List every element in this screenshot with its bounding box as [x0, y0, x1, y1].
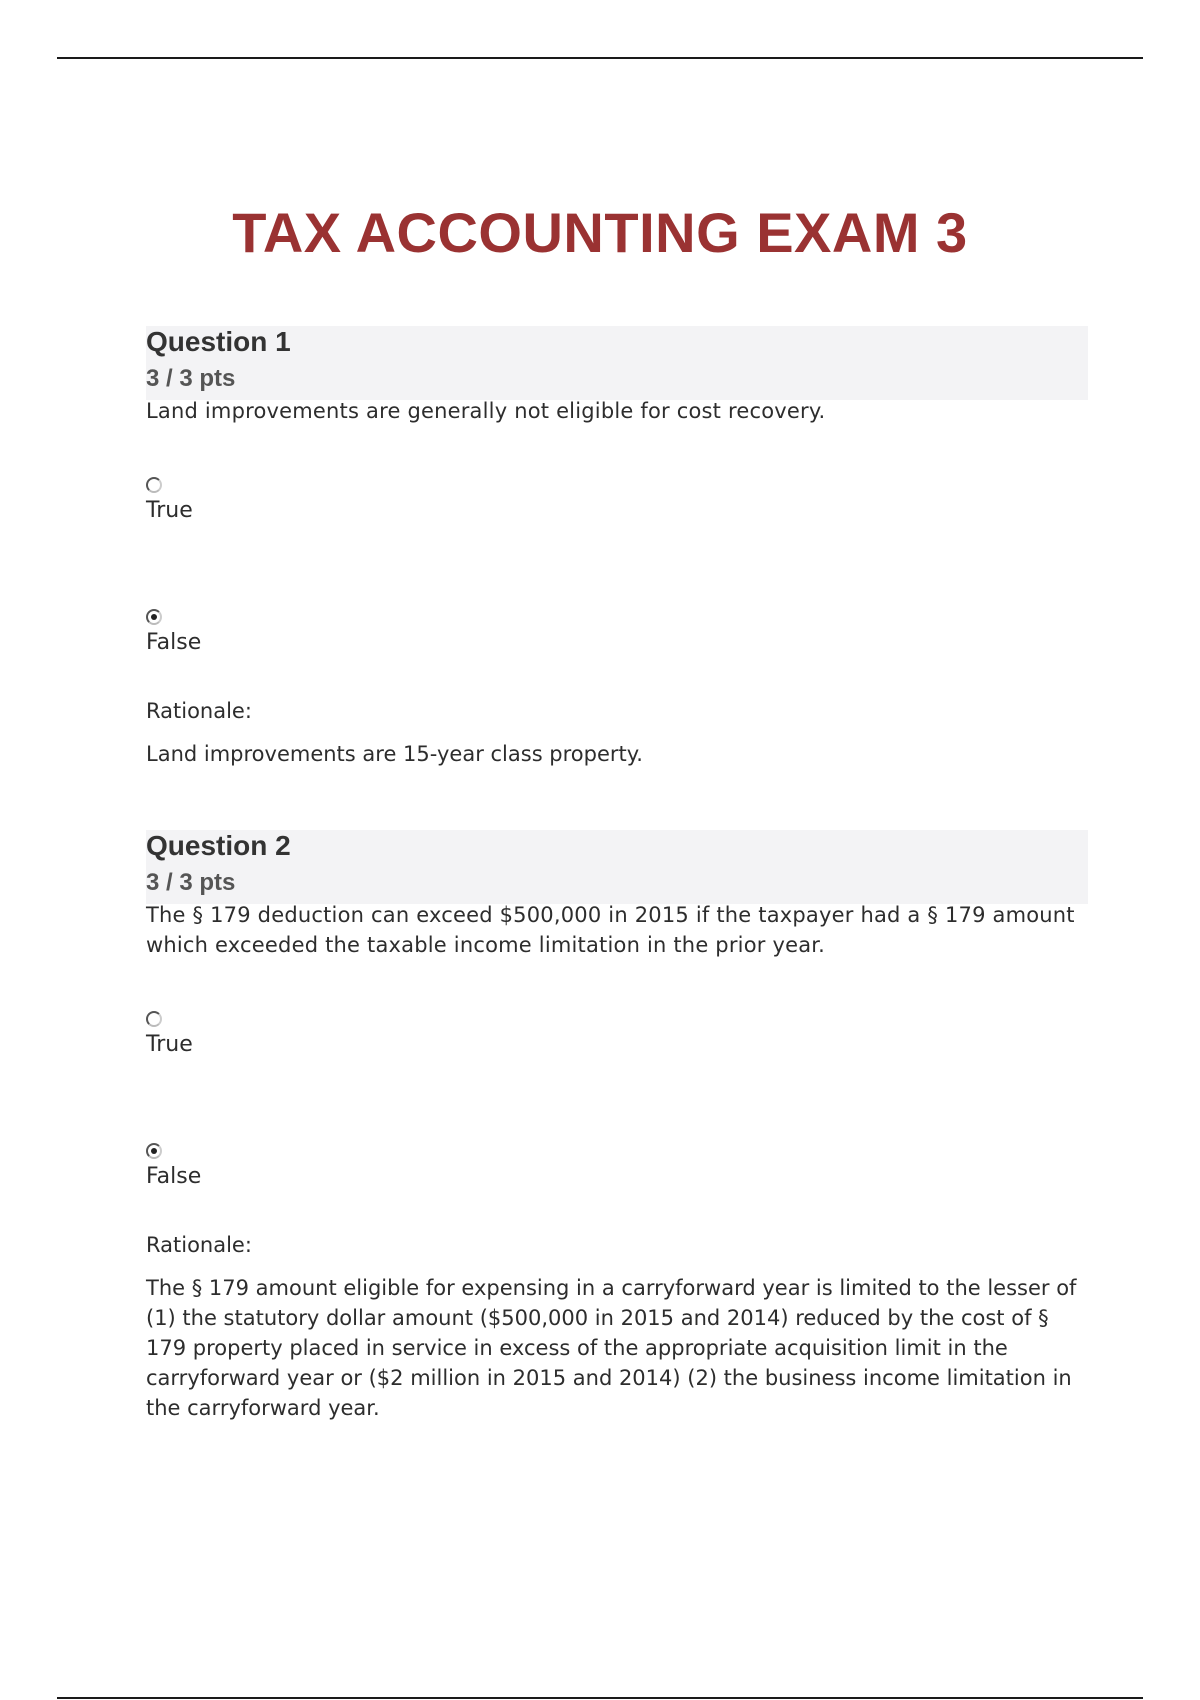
option-label: False	[146, 1164, 202, 1189]
question-title: Question 1	[146, 326, 291, 357]
rationale-label: Rationale:	[146, 699, 252, 723]
option-label: True	[146, 498, 193, 523]
option-false[interactable]	[146, 1143, 1088, 1191]
question-2	[146, 830, 1088, 1423]
rationale-text: The § 179 amount eligible for expensing in a carryforward year is limited to the lesser of (1) the statutory dollar amount ($500,000 in 2015 and 2014) reduced by the cost of § 179 property placed in service in excess of the appropriate acquisition limit in the carryforward year or ($2 million in 2015 and 2014) (2) the business income limitation in the carryforward year.	[146, 1276, 1077, 1420]
radio-checked-icon[interactable]	[146, 609, 162, 625]
question-header	[146, 830, 1088, 904]
question-text: Land improvements are generally not eligible for cost recovery.	[146, 399, 826, 423]
rationale-label: Rationale:	[146, 1233, 252, 1257]
question-title: Question 2	[146, 830, 291, 861]
bottom-rule	[57, 1697, 1143, 1699]
question-header	[146, 326, 1088, 400]
radio-unchecked-icon[interactable]	[146, 477, 162, 493]
radio-unchecked-icon[interactable]	[146, 1011, 162, 1027]
option-label: False	[146, 630, 202, 655]
option-false[interactable]	[146, 609, 1088, 657]
top-rule	[57, 57, 1143, 59]
radio-checked-icon[interactable]	[146, 1143, 162, 1159]
rationale-text: Land improvements are 15-year class property.	[146, 742, 643, 766]
option-true[interactable]	[146, 477, 1088, 525]
option-label: True	[146, 1032, 193, 1057]
document-title: TAX ACCOUNTING EXAM 3	[232, 201, 968, 264]
question-points: 3 / 3 pts	[146, 365, 236, 392]
question-points: 3 / 3 pts	[146, 869, 236, 896]
question-1	[146, 326, 1088, 769]
option-true[interactable]	[146, 1011, 1088, 1059]
question-text: The § 179 deduction can exceed $500,000 in 2015 if the taxpayer had a § 179 amount which exceeded the taxable income limitation in the prior year.	[146, 903, 1075, 957]
